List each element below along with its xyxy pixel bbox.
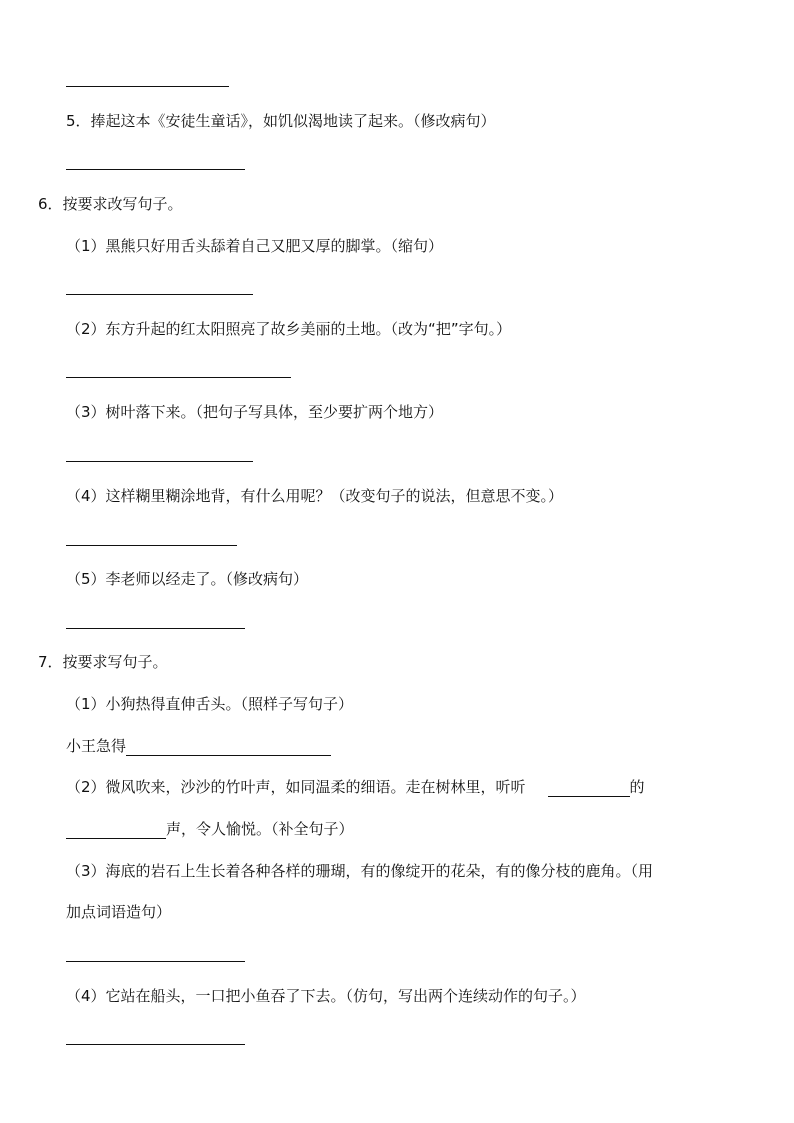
q6-item-3: （3）树叶落下来。（把句子写具体，至少要扩两个地方）: [66, 403, 444, 421]
q6-item-2: （2）东方升起的红太阳照亮了故乡美丽的土地。（改为“把”字句。）: [66, 320, 512, 338]
answer-blank-q7-2b[interactable]: [66, 822, 166, 839]
q7-item-3-line1: （3）海底的岩石上生长着各种各样的珊瑚，有的像绽开的花朵，有的像分枝的鹿角。（用: [66, 862, 654, 880]
q6-item-5: （5）李老师以经走了。（修改病句）: [66, 570, 309, 588]
q5-text: 5．捧起这本《安徒生童话》，如饥似渴地读了起来。（修改病句）: [66, 112, 496, 130]
q6-item-1: （1）黑熊只好用舌头舔着自己又肥又厚的脚掌。（缩句）: [66, 237, 444, 255]
q7-item-2-part2: 声，令人愉悦。（补全句子）: [166, 820, 354, 838]
answer-line-q7-3[interactable]: [66, 961, 245, 962]
q7-item-2-line2: [66, 819, 354, 839]
q7-item-1: （1）小狗热得直伸舌头。（照样子写句子）: [66, 695, 354, 713]
answer-line-q7-4[interactable]: [66, 1044, 245, 1045]
answer-line-q6-2[interactable]: [66, 377, 291, 378]
answer-line-q6-5[interactable]: [66, 628, 245, 629]
q7-item-2-part1: （2）微风吹来，沙沙的竹叶声，如同温柔的细语。走在树林里，听听: [66, 778, 526, 796]
q7-item-1-prefix: 小王急得: [66, 737, 127, 755]
answer-line-q6-1[interactable]: [66, 294, 253, 295]
answer-line-q5[interactable]: [66, 169, 245, 170]
q7-item-2-de: 的: [629, 778, 645, 796]
answer-blank-q7-2a[interactable]: [548, 780, 630, 797]
q6-title: 6．按要求改写句子。: [38, 195, 183, 213]
q7-item-4: （4）它站在船头，一口把小鱼吞了下去。（仿句，写出两个连续动作的句子。）: [66, 987, 586, 1005]
answer-line-q6-4[interactable]: [66, 545, 237, 546]
q7-item-3-line2: 加点词语造句）: [66, 903, 172, 921]
q7-item-2-line1: [66, 777, 645, 797]
answer-line-q6-3[interactable]: [66, 461, 253, 462]
q7-item-1-answer: [66, 736, 331, 756]
q6-item-4: （4）这样糊里糊涂地背，有什么用呢？（改变句子的说法，但意思不变。）: [66, 487, 564, 505]
answer-blank-q7-1[interactable]: [126, 739, 331, 756]
q7-title: 7．按要求写句子。: [38, 653, 168, 671]
answer-line-q4[interactable]: [66, 86, 229, 87]
